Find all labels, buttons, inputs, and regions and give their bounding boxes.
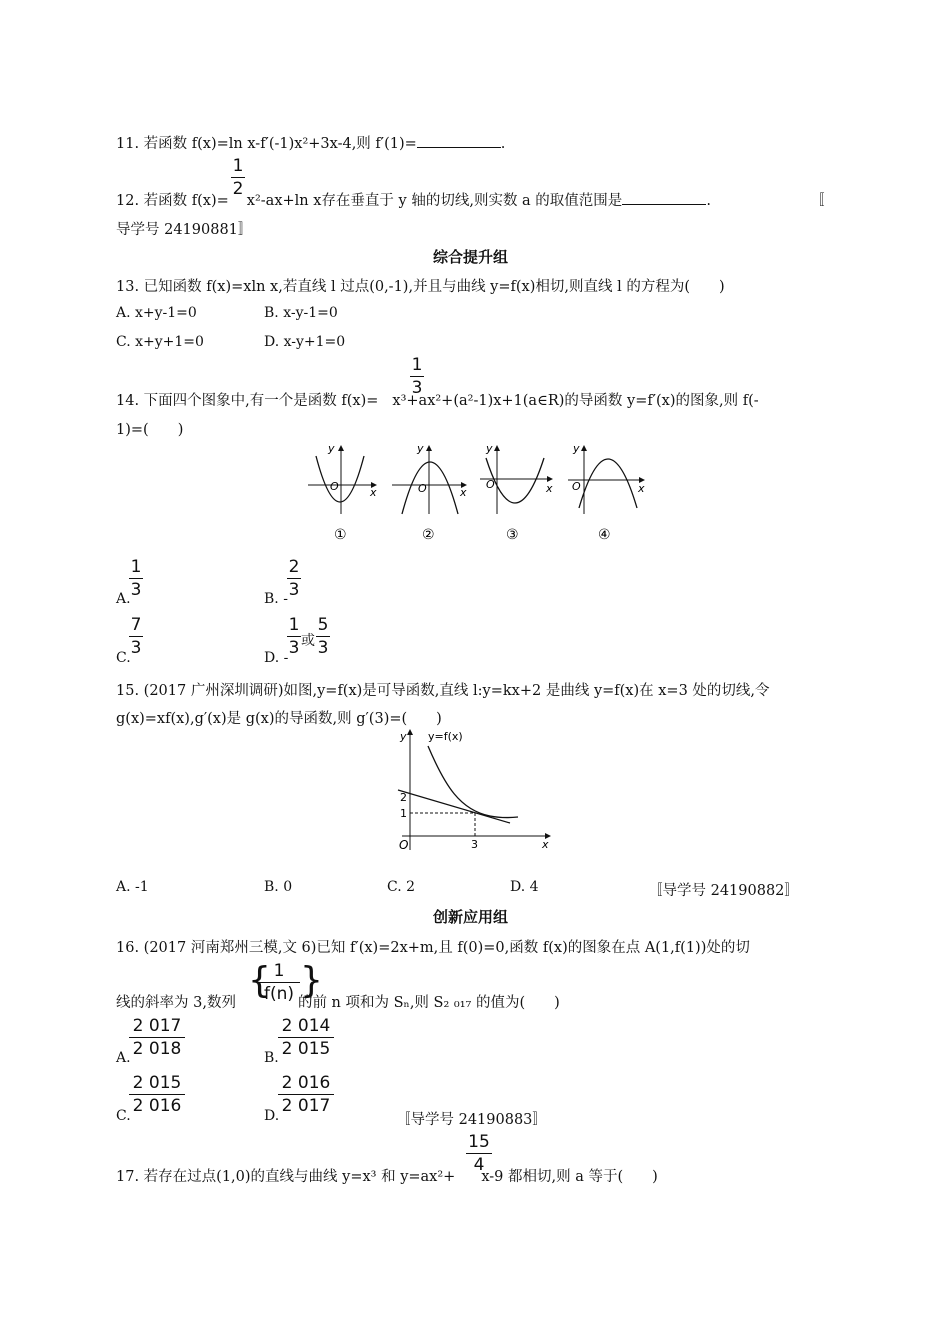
- q16-seq-brace-close: }: [300, 960, 323, 1001]
- q15-axis-x: x: [542, 838, 549, 851]
- q16-post: 的前 n 项和为 Sₙ,则 S₂ ₀₁₇ 的值为( ): [297, 995, 560, 1011]
- q15-line2: g(x)=xf(x),g′(x)是 g(x)的导函数,则 g′(3)=( ): [116, 711, 442, 727]
- q16-seq-den: f(n): [263, 984, 295, 1004]
- q14-option-d-frac1: 1 3: [288, 615, 300, 658]
- q14-graphs: [300, 436, 650, 546]
- q16-option-c-frac: 2 015 2 016: [129, 1073, 185, 1116]
- q14-option-c-label: C.: [116, 650, 131, 666]
- q14-post: x³+ax²+(a²-1)x+1(a∈R)的导函数 y=f′(x)的图象,则 f(-: [392, 393, 759, 409]
- q16-seq-num: 1: [273, 961, 285, 981]
- q15-tick-y2: 2: [400, 791, 407, 804]
- q16-ref: 〚导学号 24190883〛: [396, 1112, 547, 1128]
- q16-seq-frac: [258, 961, 300, 1004]
- q15-ref: 〚导学号 24190882〛: [648, 883, 799, 899]
- q15-option-c: C. 2: [387, 879, 416, 895]
- q15-graph: [390, 726, 560, 856]
- q14-graph-label-1: ①: [334, 527, 347, 543]
- q14-g1-y: y: [328, 442, 335, 455]
- q16-option-c-label: C.: [116, 1108, 131, 1124]
- q14-line2: 1)=( ): [116, 422, 184, 438]
- q14-g2-x: x: [460, 486, 467, 499]
- q11-line: [116, 132, 505, 153]
- q14-option-a-frac: 1 3: [130, 557, 142, 600]
- q14-option-d-label: D. -: [264, 650, 289, 666]
- q14-graph-label-3: ③: [506, 527, 519, 543]
- q12-ref: 导学号 24190881〛: [116, 222, 253, 238]
- q13-stem: 13. 已知函数 f(x)=xln x,若直线 l 过点(0,-1),并且与曲线 y=f(x)相切,则直线 l 的方程为( ): [116, 279, 725, 295]
- q14-graph-2: [392, 442, 467, 543]
- q12-frac-num: 1: [232, 156, 244, 176]
- q16-option-a-frac: 2 017 2 018: [129, 1016, 185, 1059]
- q15-option-a: A. -1: [116, 879, 149, 895]
- q14-g1-x: x: [370, 486, 377, 499]
- section-heading-comprehensive: 综合提升组: [433, 248, 509, 266]
- q16-line2: [116, 991, 560, 1012]
- q14-g4-y: y: [573, 442, 580, 455]
- q14-g1-o: O: [330, 480, 339, 493]
- q17-post: x-9 都相切,则 a 等于( ): [481, 1169, 658, 1185]
- q14-g4-x: x: [638, 482, 645, 495]
- q14-pre: 14. 下面四个图象中,有一个是函数 f(x)=: [116, 393, 379, 409]
- q12-end: .: [706, 193, 711, 209]
- q11-end: .: [500, 136, 506, 152]
- q14-g2-o: O: [418, 482, 427, 495]
- q14-g3-o: O: [486, 478, 495, 491]
- q16-option-b-label: B.: [264, 1050, 279, 1066]
- q14-g2-y: y: [417, 442, 424, 455]
- q14-option-b-frac: 2 3: [288, 557, 300, 600]
- q15-option-d: D. 4: [510, 879, 539, 895]
- q14-line1: [116, 389, 759, 410]
- q14-graph-label-2: ②: [422, 527, 435, 543]
- q14-frac-den: 3: [411, 378, 423, 398]
- q14-option-d-frac2: 5 3: [317, 615, 329, 658]
- q16-seq-brace: {: [248, 960, 271, 1001]
- q12-line: [116, 189, 711, 210]
- q15-origin: O: [399, 838, 409, 852]
- q13-option-b: B. x-y-1=0: [264, 305, 338, 321]
- q14-graph-4: [568, 442, 645, 543]
- q16-option-d-label: D.: [264, 1108, 280, 1124]
- q15-option-b: B. 0: [264, 879, 293, 895]
- q17-frac-den: 4: [473, 1155, 485, 1175]
- q12-answer-blank: [622, 190, 706, 205]
- q14-g3-y: y: [486, 442, 493, 455]
- q11-answer-blank: [417, 133, 501, 148]
- q14-graph-3: [480, 442, 553, 543]
- q12-post: x²-ax+ln x存在垂直于 y 轴的切线,则实数 a 的取值范围是: [246, 193, 623, 209]
- q17-frac-num: 15: [468, 1132, 490, 1152]
- q14-g4-o: O: [572, 480, 581, 493]
- q16-line1: 16. (2017 河南郑州三模,文 6)已知 f′(x)=2x+m,且 f(0)=0,函数 f(x)的图象在点 A(1,f(1))处的切: [116, 940, 750, 956]
- q14-option-c-frac: 7 3: [130, 615, 142, 658]
- q16-option-a-label: A.: [116, 1050, 131, 1066]
- q14-option-b-label: B. -: [264, 591, 288, 607]
- q13-option-d: D. x-y+1=0: [264, 334, 346, 350]
- q15-axis-y: y: [400, 730, 407, 743]
- q15-line1: 15. (2017 广州深圳调研)如图,y=f(x)是可导函数,直线 l:y=kx+2 是曲线 y=f(x)在 x=3 处的切线,令: [116, 683, 770, 699]
- q16-option-d-frac: 2 016 2 017: [278, 1073, 334, 1116]
- q12-ref-open: 〚: [810, 193, 825, 209]
- section-heading-innovation: 创新应用组: [433, 908, 509, 926]
- q17-line: [116, 1165, 658, 1186]
- q15-tick-x3: 3: [471, 838, 478, 851]
- q16-option-b-frac: 2 014 2 015: [278, 1016, 334, 1059]
- q17-pre: 17. 若存在过点(1,0)的直线与曲线 y=x³ 和 y=ax²+: [116, 1169, 456, 1185]
- q14-g3-x: x: [546, 482, 553, 495]
- q14-option-a-label: A.: [116, 591, 131, 607]
- q14-frac-num: 1: [411, 355, 423, 375]
- q15-curve-label: y=f(x): [428, 730, 463, 743]
- q14-option-d-or: 或: [301, 633, 315, 649]
- q13-option-c: C. x+y+1=0: [116, 334, 204, 350]
- q15-tick-y1: 1: [400, 807, 407, 820]
- q14-graph-label-4: ④: [598, 527, 611, 543]
- q16-pre: 线的斜率为 3,数列: [116, 995, 236, 1011]
- q12-frac-den: 2: [232, 179, 244, 199]
- q14-graph-1: [308, 442, 377, 543]
- q12-pre: 12. 若函数 f(x)=: [116, 193, 229, 209]
- q11-text: 11. 若函数 f(x)=ln x-f′(-1)x²+3x-4,则 f′(1)=: [116, 136, 417, 152]
- q13-option-a: A. x+y-1=0: [116, 305, 197, 321]
